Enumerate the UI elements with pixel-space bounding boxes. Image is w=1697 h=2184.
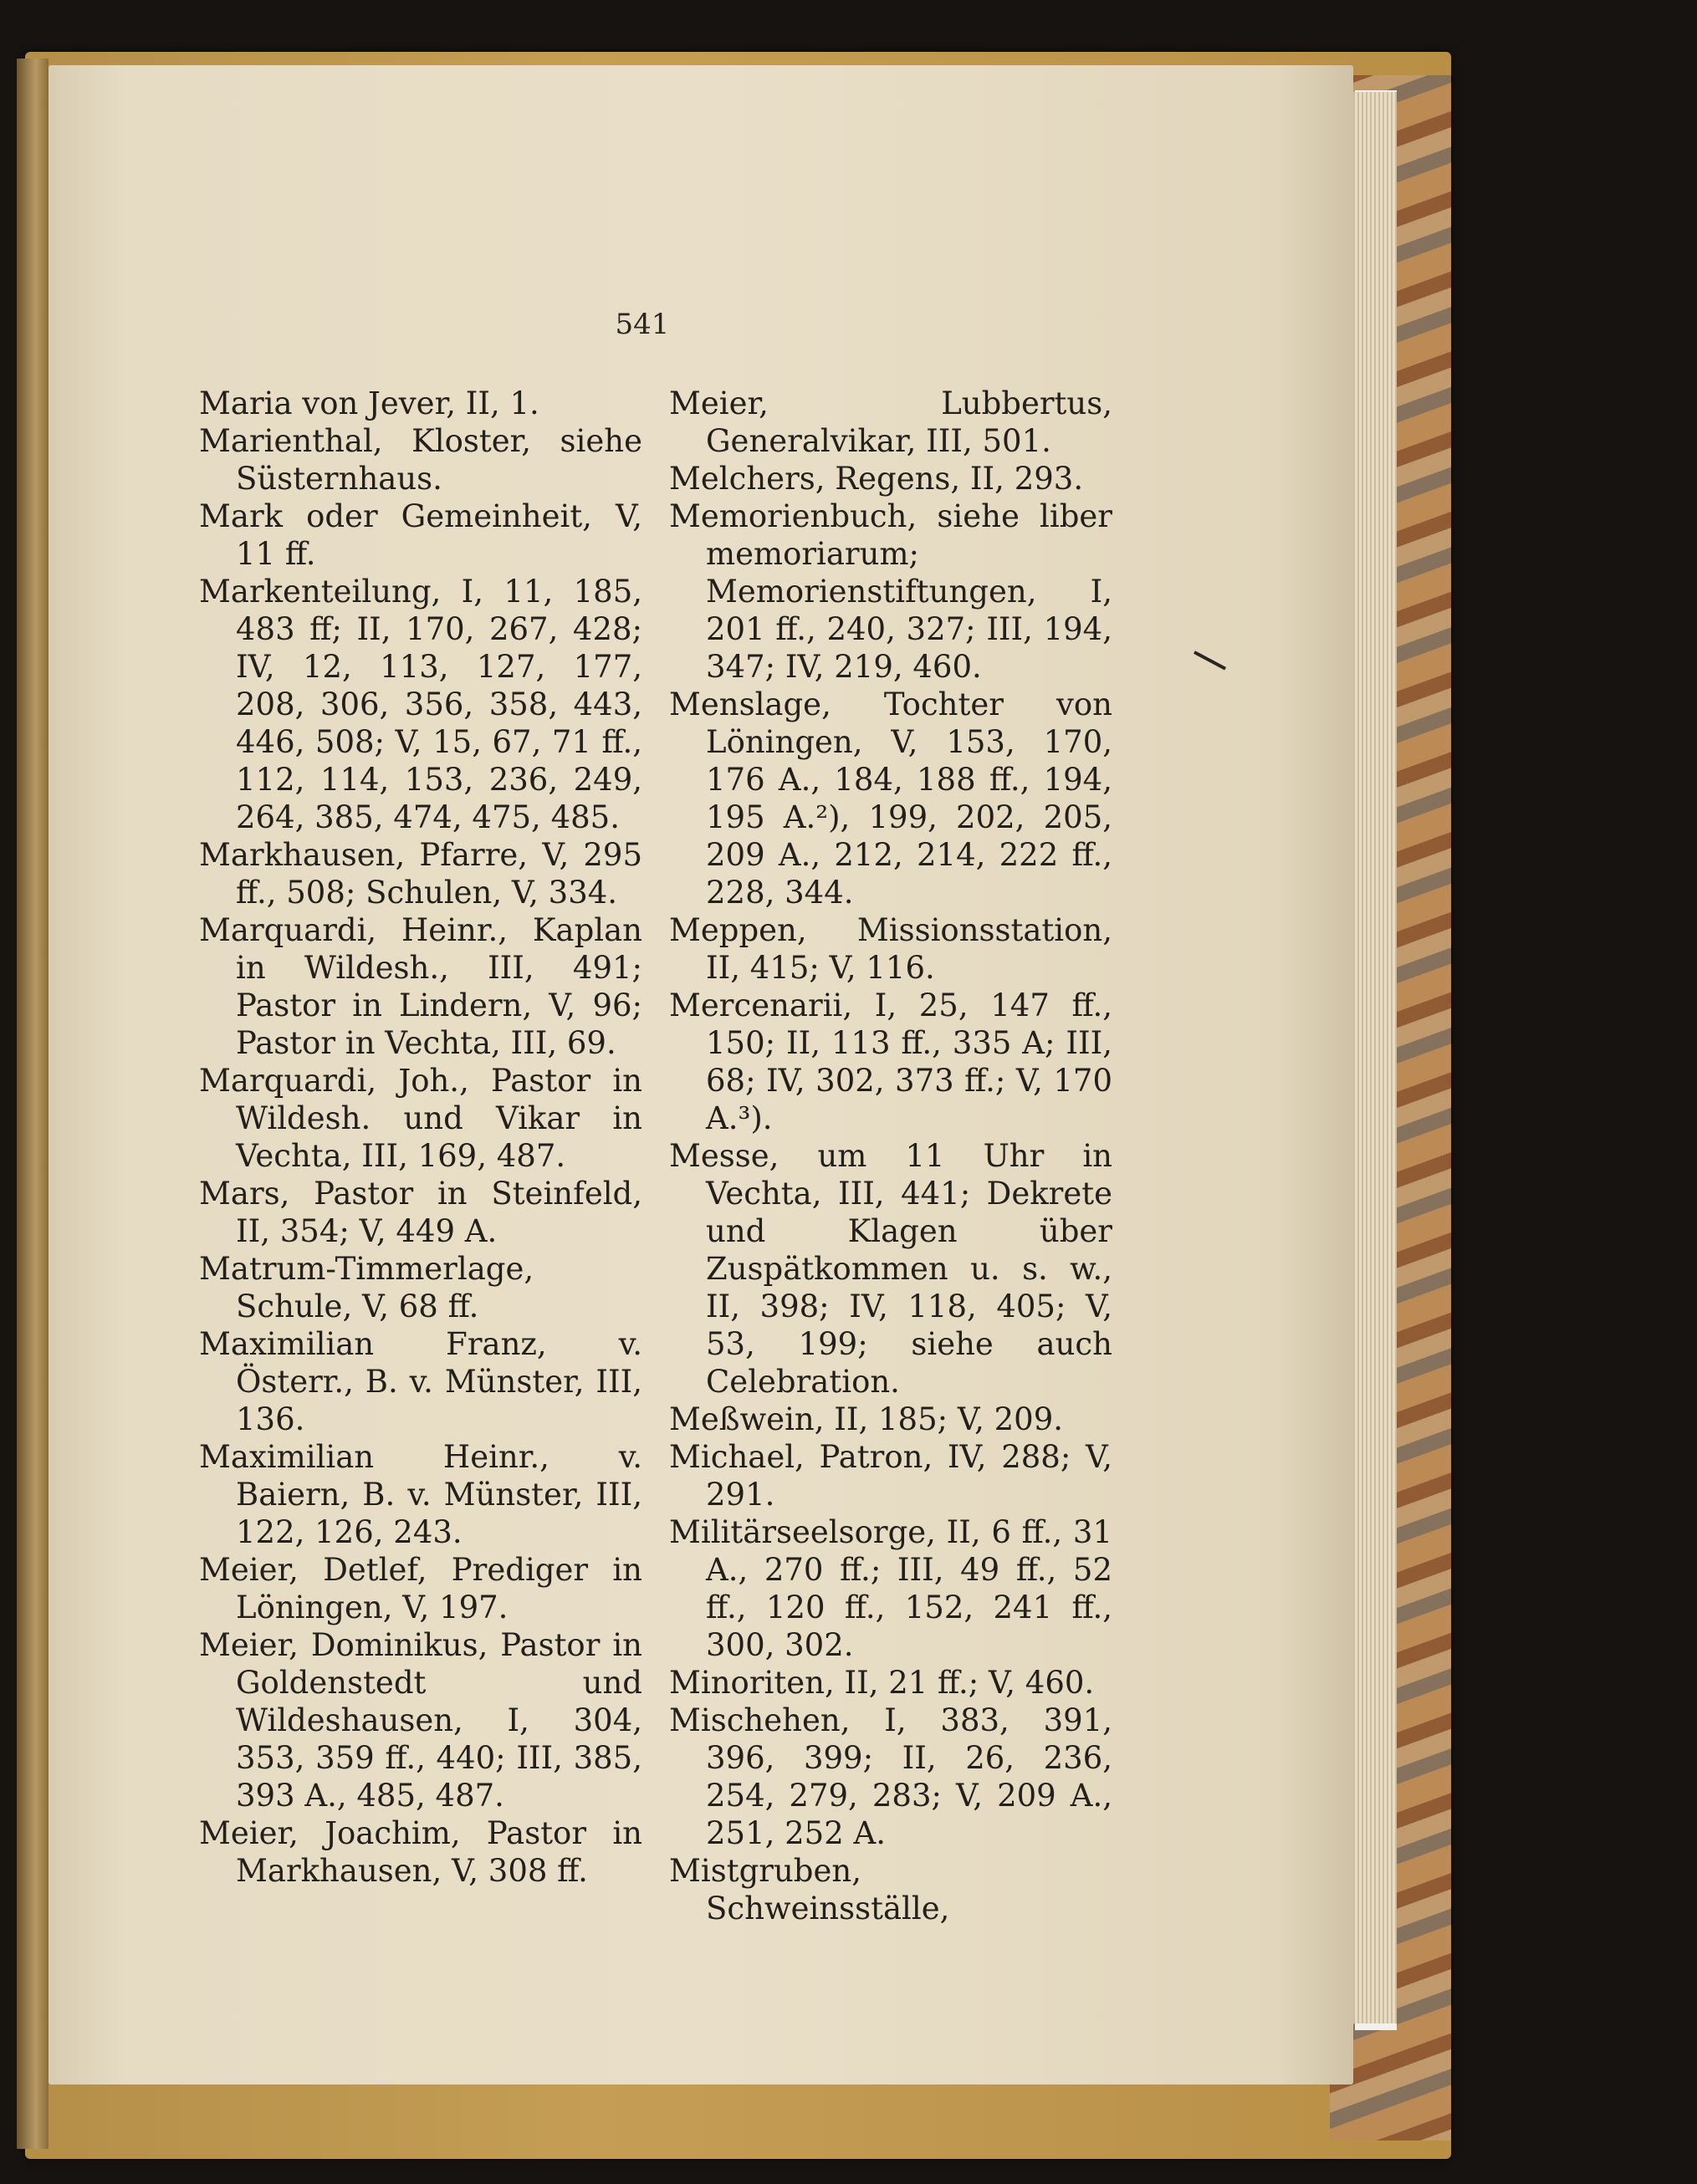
index-entry: Michael, Patron, IV, 288; V, 291.: [669, 1439, 1112, 1513]
index-entry: Maria von Jever, II, 1.: [199, 385, 539, 421]
index-entry: Memorienbuch, siehe liber memoriarum; Memorienstiftungen, I, 201 ff., 240, 327; III, 194, 347; IV, 219, 460.: [669, 498, 1112, 685]
index-column-right: [669, 385, 1112, 1927]
book-spine: [17, 59, 49, 2149]
pencil-mark: [1194, 651, 1226, 670]
index-column-left: [199, 385, 642, 1890]
index-entry: Marquardi, Heinr., Kaplan in Wildesh., III, 491; Pastor in Lindern, V, 96; Pastor in Vechta, III, 69.: [199, 912, 642, 1061]
index-entry: Maximilian Franz, v. Österr., B. v. Münster, III, 136.: [199, 1326, 642, 1437]
index-entry: Meppen, Missionsstation, II, 415; V, 116.: [669, 912, 1112, 986]
index-entry: Maximilian Heinr., v. Baiern, B. v. Münster, III, 122, 126, 243.: [199, 1439, 642, 1550]
index-entry: Meier, Lubbertus, Generalvikar, III, 501.: [669, 385, 1112, 459]
index-entry: Minoriten, II, 21 ff.; V, 460.: [669, 1665, 1095, 1701]
index-entry: Militärseelsorge, II, 6 ff., 31 A., 270 ff.; III, 49 ff., 52 ff., 120 ff., 152, 241 ff., 300, 302.: [669, 1514, 1112, 1663]
index-entry: Meier, Detlef, Prediger in Löningen, V, 197.: [199, 1552, 642, 1625]
index-entry: Mark oder Gemeinheit, V, 11 ff.: [199, 498, 642, 572]
index-entry: Markhausen, Pfarre, V, 295 ff., 508; Schulen, V, 334.: [199, 837, 642, 911]
index-entry: Markenteilung, I, 11, 185, 483 ff; II, 170, 267, 428; IV, 12, 113, 127, 177, 208, 306, 356, 358, 443, 446, 508; V, 15, 67, 71 ff., 112, 114, 153, 236, 249, 264, 385, 474, 475, 485.: [199, 574, 642, 835]
index-entry: Mercenarii, I, 25, 147 ff., 150; II, 113 ff., 335 A; III, 68; IV, 302, 373 ff.; V, 170 A.³).: [669, 987, 1112, 1136]
book-page: [49, 65, 1353, 2084]
index-entry: Mistgruben, Schweinsställe,: [669, 1853, 950, 1926]
index-entry: Messe, um 11 Uhr in Vechta, III, 441; Dekrete und Klagen über Zuspätkommen u. s. w., II, 398; IV, 118, 405; V, 53, 199; siehe auch Celebration.: [669, 1138, 1112, 1400]
page-edges: [1347, 92, 1397, 2023]
index-entry: Marquardi, Joh., Pastor in Wildesh. und Vikar in Vechta, III, 169, 487.: [199, 1063, 642, 1174]
index-entry: Melchers, Regens, II, 293.: [669, 461, 1084, 497]
index-entry: Mischehen, I, 383, 391, 396, 399; II, 26, 236, 254, 279, 283; V, 209 A., 251, 252 A.: [669, 1702, 1112, 1851]
index-entry: Marienthal, Kloster, siehe Süsternhaus.: [199, 423, 642, 497]
index-entry: Matrum-Timmerlage, Schule, V, 68 ff.: [199, 1251, 534, 1324]
index-entry: Meßwein, II, 185; V, 209.: [669, 1401, 1064, 1437]
index-entry: Meier, Joachim, Pastor in Markhausen, V, 308 ff.: [199, 1815, 642, 1889]
index-entry: Meier, Dominikus, Pastor in Goldenstedt und Wildeshausen, I, 304, 353, 359 ff., 440; III, 385, 393 A., 485, 487.: [199, 1627, 642, 1814]
page-number: 541: [615, 308, 670, 341]
index-entry: Mars, Pastor in Steinfeld, II, 354; V, 449 A.: [199, 1176, 642, 1249]
index-entry: Menslage, Tochter von Löningen, V, 153, 170, 176 A., 184, 188 ff., 194, 195 A.²), 199, 202, 205, 209 A., 212, 214, 222 ff., 228, 344.: [669, 686, 1112, 911]
